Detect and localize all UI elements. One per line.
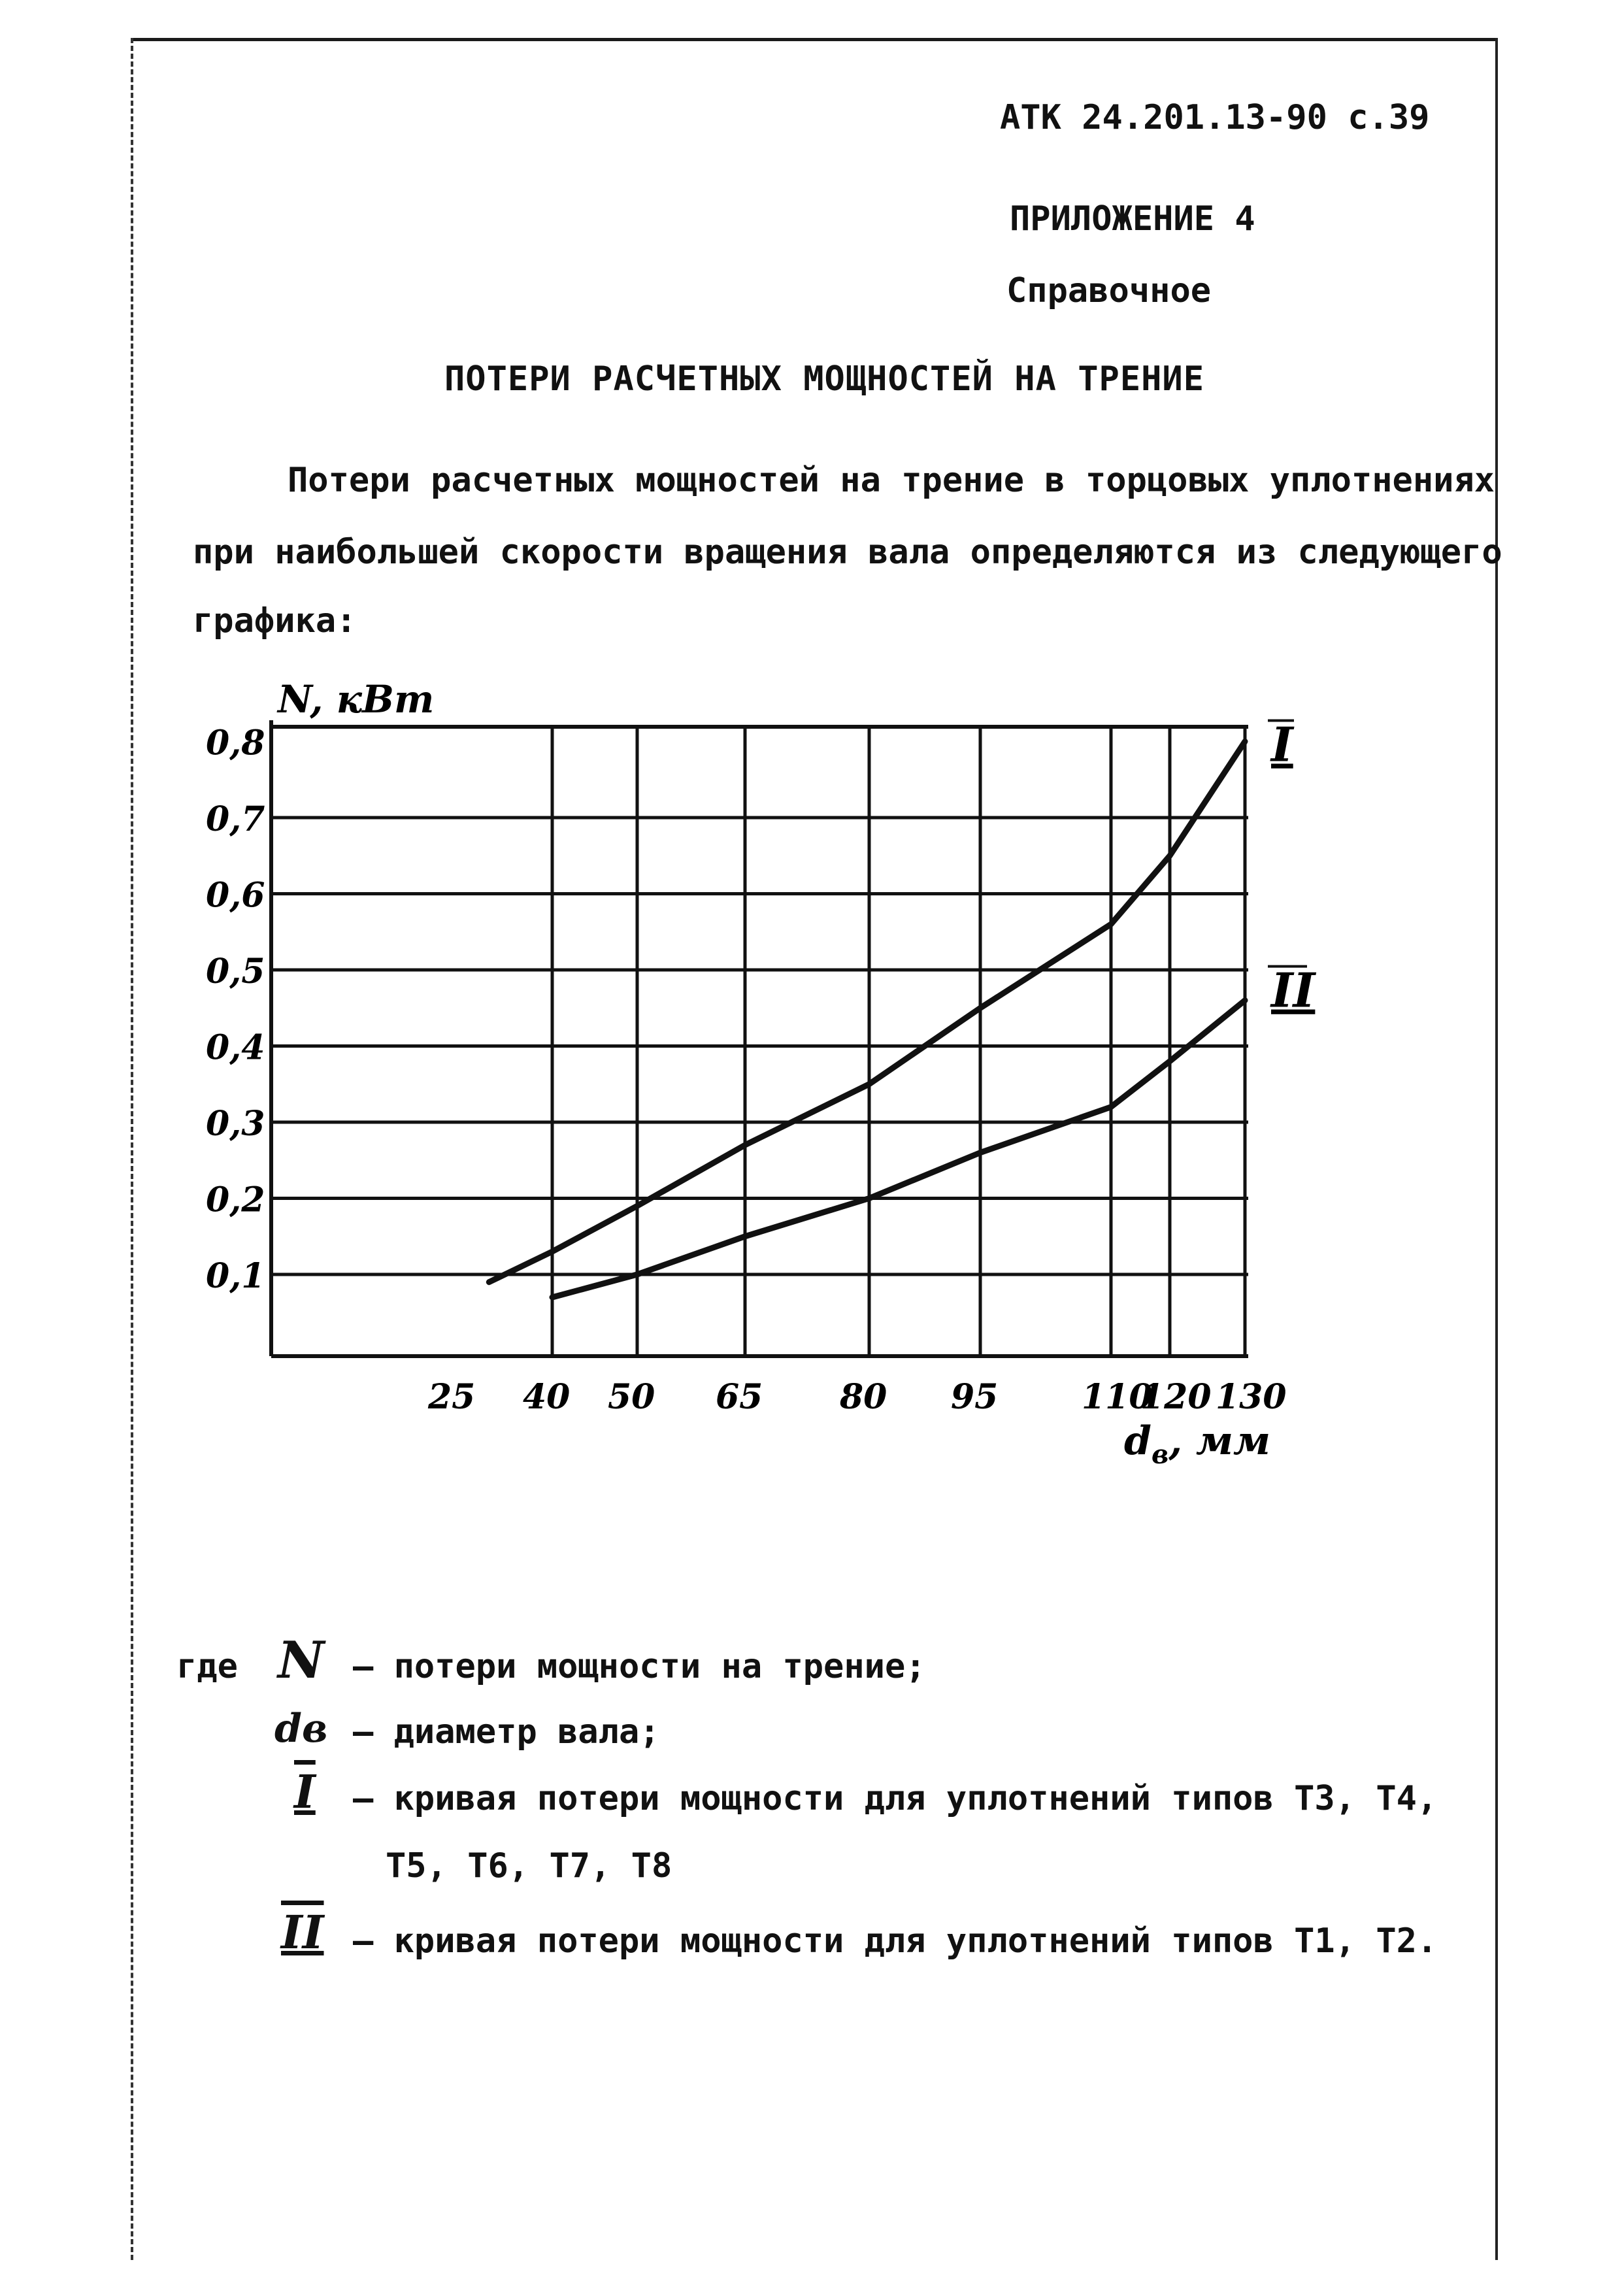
x-tick-label: 65 [716, 1377, 763, 1417]
x-axis-label-subscript: в [1151, 1439, 1169, 1470]
y-axis-label: N, кВт [278, 677, 435, 722]
page-title: ПОТЕРИ РАСЧЕТНЫХ МОЩНОСТЕЙ НА ТРЕНИЕ [444, 359, 1205, 399]
document-code: АТК 24.201.13-90 с.39 [1000, 98, 1430, 137]
reference-label: Справочное [1006, 271, 1212, 310]
y-tick-label: 0,2 [206, 1180, 265, 1220]
y-tick-label: 0,8 [206, 723, 265, 763]
y-tick-label: 0,3 [206, 1104, 265, 1144]
legend-text-n: – потери мощности на трение; [353, 1647, 926, 1686]
x-axis-label-unit: , мм [1168, 1418, 1271, 1464]
legend-symbol-i: I [294, 1765, 316, 1819]
y-tick-label: 0,1 [206, 1256, 265, 1296]
legend-text-i-continued: Т5, Т6, Т7, Т8 [386, 1846, 672, 1886]
legend-symbol-ii: II [281, 1905, 324, 1959]
x-tick-label: 80 [840, 1377, 887, 1417]
x-tick-label: 50 [608, 1377, 655, 1417]
x-tick-label: 130 [1216, 1377, 1287, 1417]
legend-where: где [176, 1647, 238, 1686]
paragraph-line-3: графика: [193, 601, 357, 640]
legend-text-i: – кривая потери мощности для уплотнений типов Т3, Т4, [353, 1779, 1438, 1818]
x-tick-label: 95 [951, 1377, 999, 1417]
paragraph-line-1: Потери расчетных мощностей на трение в торцовых уплотнениях [288, 461, 1495, 500]
x-tick-label: 110 [1082, 1377, 1153, 1417]
x-tick-label: 40 [523, 1377, 571, 1417]
paragraph-line-2: при наибольшей скорости вращения вала определяются из следующего [193, 533, 1502, 572]
curve-label-i: I [1271, 716, 1293, 773]
legend-text-ii: – кривая потери мощности для уплотнений типов Т1, Т2. [353, 1921, 1438, 1961]
x-tick-label: 120 [1140, 1377, 1212, 1417]
legend-text-d: – диаметр вала; [353, 1712, 660, 1752]
appendix-label: ПРИЛОЖЕНИЕ 4 [1010, 199, 1255, 239]
x-axis-label-d: d [1124, 1418, 1152, 1464]
y-tick-label: 0,7 [206, 799, 265, 839]
y-tick-label: 0,6 [206, 875, 265, 916]
x-axis-label [1124, 1418, 1270, 1470]
y-tick-label: 0,4 [206, 1027, 265, 1068]
x-tick-label: 25 [428, 1377, 476, 1417]
y-tick-label: 0,5 [206, 952, 265, 991]
chart-curves [489, 717, 1316, 1298]
curve-label-ii: II [1271, 962, 1316, 1018]
chart-grid [271, 720, 1248, 1356]
legend-symbol-n: N [278, 1631, 325, 1690]
legend-symbol-d: dв [274, 1706, 328, 1752]
